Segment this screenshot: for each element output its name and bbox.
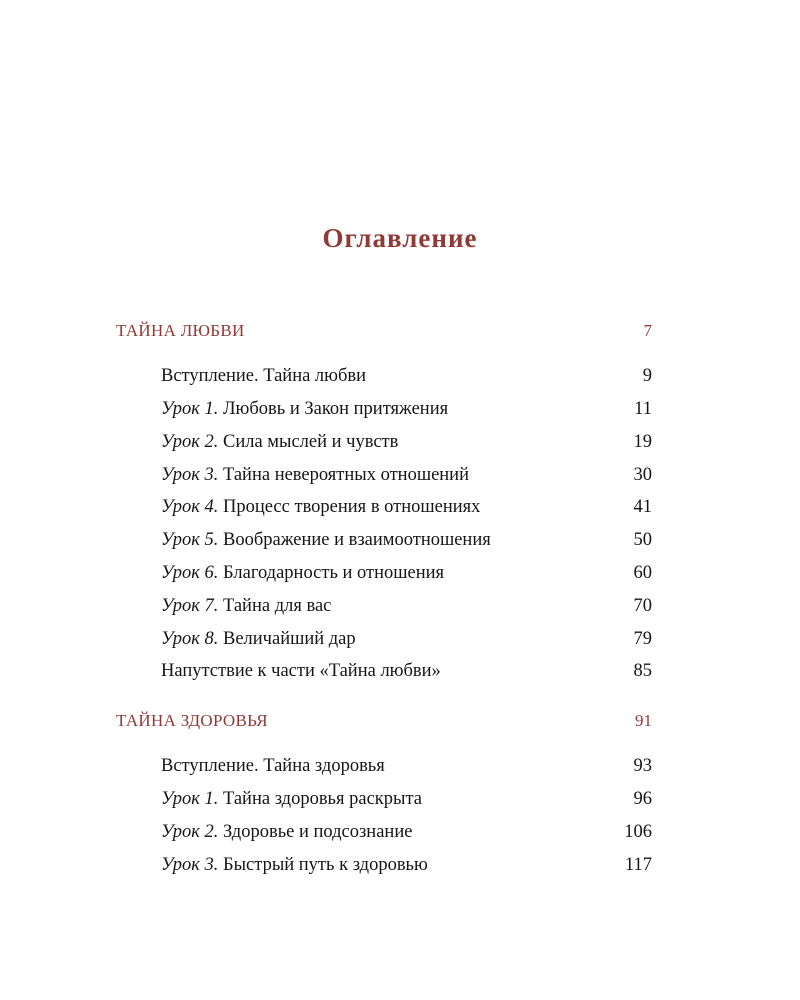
entry-title <box>161 361 366 391</box>
entry-title <box>161 656 441 686</box>
entry-title <box>161 460 469 490</box>
entry-page-number: 11 <box>634 399 652 419</box>
entry-page-number: 30 <box>633 465 652 485</box>
entry-page-number: 96 <box>633 789 652 809</box>
lesson-number: Урок 1. <box>161 789 219 809</box>
section-label: ТАЙНА ЗДОРОВЬЯ <box>116 711 268 730</box>
entry-title <box>161 850 428 880</box>
entry-title-text: Тайна невероятных отношений <box>218 465 469 485</box>
entry-page-number: 70 <box>633 596 652 616</box>
entry-title-text: Здоровье и подсознание <box>218 822 413 842</box>
entry-title-text: Вступление. Тайна здоровья <box>161 756 385 776</box>
entry-title <box>161 624 356 654</box>
lesson-number: Урок 2. <box>161 432 219 452</box>
entry-page-number: 60 <box>633 563 652 583</box>
entry-title-text: Тайна здоровья раскрыта <box>218 789 422 809</box>
entry-title <box>161 394 448 424</box>
lesson-number: Урок 2. <box>161 822 219 842</box>
entry-title-text: Вступление. Тайна любви <box>161 366 367 386</box>
entry-title <box>161 427 398 457</box>
toc-entry[interactable] <box>161 361 652 391</box>
entry-title-text: Любовь и Закон притяжения <box>218 399 449 419</box>
entry-title <box>161 492 480 522</box>
toc-entry[interactable] <box>161 850 652 880</box>
toc-entry[interactable] <box>161 558 652 588</box>
toc-entry[interactable] <box>161 784 652 814</box>
entry-page-number: 41 <box>633 497 652 517</box>
entry-title <box>161 591 331 621</box>
entry-page-number: 85 <box>633 661 652 681</box>
toc-section-heading[interactable] <box>116 317 652 345</box>
lesson-number: Урок 5. <box>161 530 219 550</box>
toc-entry[interactable] <box>161 394 652 424</box>
toc-entry[interactable] <box>161 525 652 555</box>
entry-title-text: Процесс творения в отношениях <box>218 497 481 517</box>
entry-page-number: 9 <box>642 366 652 386</box>
lesson-number: Урок 8. <box>161 629 219 649</box>
entry-page-number: 106 <box>624 822 652 842</box>
lesson-number: Урок 1. <box>161 399 219 419</box>
section-page-number: 91 <box>635 711 652 730</box>
entry-title <box>161 784 422 814</box>
entry-page-number: 93 <box>633 756 652 776</box>
section-label: ТАЙНА ЛЮБВИ <box>116 321 245 340</box>
entry-title-text: Сила мыслей и чувств <box>218 432 399 452</box>
toc-entry[interactable] <box>161 427 652 457</box>
lesson-number: Урок 7. <box>161 596 219 616</box>
entry-title-text: Напутствие к части «Тайна любви» <box>161 661 441 681</box>
page-title: Оглавление <box>322 223 478 253</box>
lesson-number: Урок 3. <box>161 855 219 875</box>
entry-page-number: 117 <box>624 855 652 875</box>
toc-entry[interactable] <box>161 460 652 490</box>
entry-page-number: 79 <box>633 629 652 649</box>
entry-title <box>161 558 444 588</box>
lesson-number: Урок 3. <box>161 465 219 485</box>
entry-title <box>161 817 412 847</box>
entry-page-number: 50 <box>633 530 652 550</box>
entry-title-text: Благодарность и отношения <box>218 563 445 583</box>
section-page-number: 7 <box>643 321 652 340</box>
toc-entry[interactable] <box>161 656 652 686</box>
toc-entry[interactable] <box>161 591 652 621</box>
toc-entry[interactable] <box>161 624 652 654</box>
lesson-number: Урок 4. <box>161 497 219 517</box>
lesson-number: Урок 6. <box>161 563 219 583</box>
entry-page-number: 19 <box>633 432 652 452</box>
toc-entry[interactable] <box>161 492 652 522</box>
entry-title-text: Быстрый путь к здоровью <box>218 855 428 875</box>
toc-section-heading[interactable] <box>116 707 652 735</box>
toc-entry[interactable] <box>161 817 652 847</box>
entry-title-text: Тайна для вас <box>218 596 332 616</box>
entry-title-text: Величайший дар <box>218 629 356 649</box>
entry-title <box>161 751 385 781</box>
entry-title-text: Воображение и взаимоотношения <box>218 530 491 550</box>
entry-title <box>161 525 491 555</box>
toc-entry[interactable] <box>161 751 652 781</box>
